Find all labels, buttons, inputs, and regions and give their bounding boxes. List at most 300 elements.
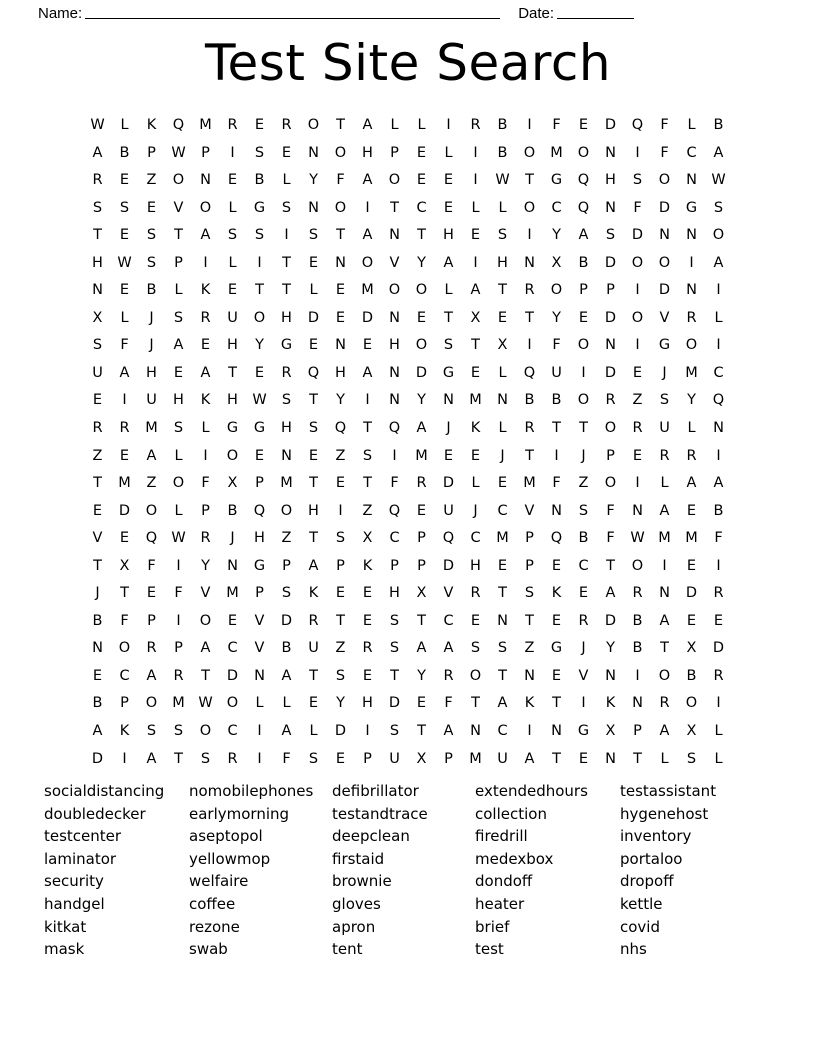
word-list-item[interactable]: dondoff [475,872,533,891]
grid-cell[interactable]: L [309,282,318,299]
grid-cell[interactable]: N [92,282,103,299]
grid-cell[interactable]: E [227,282,238,299]
grid-cell[interactable]: P [606,447,615,464]
grid-cell[interactable]: F [552,475,561,492]
grid-cell[interactable]: I [284,227,289,244]
grid-cell[interactable]: A [524,750,535,767]
grid-cell[interactable]: Q [577,199,590,216]
grid-cell[interactable]: B [281,640,292,657]
grid-cell[interactable]: M [523,475,536,492]
grid-cell[interactable]: O [253,309,266,326]
grid-cell[interactable]: E [470,227,481,244]
grid-cell[interactable]: O [577,337,590,354]
grid-cell[interactable]: E [470,447,481,464]
grid-cell[interactable]: A [173,337,184,354]
grid-cell[interactable]: T [579,420,588,437]
grid-cell[interactable]: D [658,282,671,299]
grid-cell[interactable]: D [415,364,428,381]
grid-cell[interactable]: X [362,530,373,547]
grid-cell[interactable]: L [498,420,507,437]
grid-cell[interactable]: I [230,144,235,161]
grid-cell[interactable]: H [227,392,238,409]
grid-cell[interactable]: G [685,199,698,216]
grid-cell[interactable]: Q [172,117,185,133]
grid-cell[interactable]: W [171,530,186,547]
word-list-item[interactable]: kitkat [44,917,87,936]
grid-cell[interactable]: S [146,254,157,271]
grid-cell[interactable]: A [146,750,157,767]
word-list-item[interactable]: extendedhours [475,782,588,800]
grid-cell[interactable]: N [686,172,697,189]
grid-cell[interactable]: B [578,530,589,547]
grid-cell[interactable]: V [254,640,265,657]
grid-cell[interactable]: L [444,144,453,161]
grid-cell[interactable]: Y [552,309,561,326]
grid-cell[interactable]: B [632,640,643,657]
grid-cell[interactable]: I [365,723,370,740]
grid-cell[interactable]: T [309,392,318,409]
grid-cell[interactable]: O [388,172,401,189]
grid-cell[interactable]: T [417,227,426,244]
grid-cell[interactable]: F [714,530,723,547]
grid-cell[interactable]: N [605,337,616,354]
grid-cell[interactable]: Y [336,695,345,712]
grid-cell[interactable]: P [363,750,372,767]
word-list-item[interactable]: hygenehost [620,804,709,823]
grid-cell[interactable]: T [606,557,615,574]
grid-cell[interactable]: T [390,667,399,684]
grid-cell[interactable]: X [551,254,562,271]
grid-cell[interactable]: T [336,227,345,244]
grid-cell[interactable]: A [200,227,211,244]
grid-cell[interactable]: Z [362,502,373,519]
grid-cell[interactable]: S [146,723,157,740]
grid-cell[interactable]: W [171,144,186,161]
grid-cell[interactable]: V [659,309,670,326]
grid-cell[interactable]: P [525,557,534,574]
grid-cell[interactable]: X [416,750,427,767]
grid-cell[interactable]: N [470,723,481,740]
grid-cell[interactable]: Z [578,475,589,492]
grid-cell[interactable]: I [365,199,370,216]
grid-cell[interactable]: P [525,530,534,547]
grid-cell[interactable]: L [687,420,696,437]
grid-cell[interactable]: E [254,117,265,133]
grid-cell[interactable]: E [119,227,130,244]
grid-cell[interactable]: I [122,750,127,767]
grid-cell[interactable]: E [146,199,157,216]
grid-cell[interactable]: T [417,723,426,740]
grid-cell[interactable]: Z [146,475,157,492]
grid-cell[interactable]: E [470,364,481,381]
grid-cell[interactable]: L [282,172,291,189]
grid-cell[interactable]: N [605,667,616,684]
grid-cell[interactable]: S [389,612,400,629]
grid-cell[interactable]: S [389,640,400,657]
grid-cell[interactable]: N [686,282,697,299]
grid-cell[interactable]: T [309,530,318,547]
grid-cell[interactable]: T [498,667,507,684]
grid-cell[interactable]: N [281,447,292,464]
grid-cell[interactable]: T [336,117,345,133]
grid-cell[interactable]: X [605,723,616,740]
grid-cell[interactable]: H [308,502,319,519]
grid-cell[interactable]: E [551,557,562,574]
grid-cell[interactable]: R [362,640,373,657]
grid-cell[interactable]: H [281,309,292,326]
grid-cell[interactable]: S [659,392,670,409]
grid-cell[interactable]: Z [335,447,346,464]
grid-cell[interactable]: O [658,667,671,684]
grid-cell[interactable]: O [523,144,536,161]
grid-cell[interactable]: R [92,420,103,437]
word-list-item[interactable]: handgel [44,894,105,913]
grid-cell[interactable]: E [497,475,508,492]
date-input-line[interactable] [557,7,634,19]
grid-cell[interactable]: V [524,502,535,519]
word-list-item[interactable]: covid [620,917,660,936]
grid-cell[interactable]: A [308,557,319,574]
grid-cell[interactable]: W [252,392,267,409]
word-list-item[interactable]: firstaid [332,849,385,868]
grid-cell[interactable]: S [254,144,265,161]
grid-cell[interactable]: L [444,282,453,299]
grid-cell[interactable]: T [552,695,561,712]
grid-cell[interactable]: Z [281,530,292,547]
word-list-item[interactable]: deepclean [332,827,410,846]
grid-cell[interactable]: D [118,502,131,519]
grid-cell[interactable]: H [362,144,373,161]
grid-cell[interactable]: I [122,392,127,409]
grid-cell[interactable]: P [255,585,264,602]
grid-cell[interactable]: E [119,530,130,547]
grid-cell[interactable]: V [92,530,103,547]
grid-cell[interactable]: Q [334,420,347,437]
grid-cell[interactable]: N [524,667,535,684]
grid-cell[interactable]: Q [631,117,644,133]
word-list-item[interactable]: coffee [189,894,236,913]
grid-cell[interactable]: J [446,420,451,437]
grid-cell[interactable]: J [95,585,100,602]
grid-cell[interactable]: N [308,144,319,161]
grid-cell[interactable]: T [444,309,453,326]
grid-cell[interactable]: M [172,695,185,712]
grid-cell[interactable]: V [443,585,454,602]
grid-cell[interactable]: E [443,172,454,189]
grid-cell[interactable]: M [280,475,293,492]
grid-cell[interactable]: Q [577,172,590,189]
grid-cell[interactable]: W [711,172,726,189]
grid-cell[interactable]: E [497,557,508,574]
grid-cell[interactable]: I [527,723,532,740]
grid-cell[interactable]: S [92,199,103,216]
grid-cell[interactable]: T [255,282,264,299]
grid-cell[interactable]: R [524,282,535,299]
grid-cell[interactable]: D [631,227,644,244]
grid-cell[interactable]: B [92,612,103,629]
grid-cell[interactable]: Z [632,392,643,409]
grid-cell[interactable]: F [552,337,561,354]
grid-cell[interactable]: R [146,640,157,657]
word-list-item[interactable]: testandtrace [332,804,428,823]
grid-cell[interactable]: A [362,172,373,189]
grid-cell[interactable]: P [336,557,345,574]
grid-cell[interactable]: S [389,723,400,740]
grid-cell[interactable]: A [497,695,508,712]
grid-cell[interactable]: K [146,117,157,133]
grid-cell[interactable]: E [119,447,130,464]
grid-cell[interactable]: T [552,750,561,767]
grid-cell[interactable]: R [92,172,103,189]
grid-cell[interactable]: R [632,420,643,437]
grid-cell[interactable]: A [578,227,589,244]
grid-cell[interactable]: N [713,420,724,437]
grid-cell[interactable]: X [416,585,427,602]
grid-cell[interactable]: T [633,750,642,767]
grid-cell[interactable]: E [308,695,319,712]
grid-cell[interactable]: E [200,337,211,354]
grid-cell[interactable]: E [335,585,346,602]
grid-cell[interactable]: E [551,612,562,629]
grid-cell[interactable]: E [632,364,643,381]
grid-cell[interactable]: H [173,392,184,409]
grid-cell[interactable]: A [92,144,103,161]
grid-cell[interactable]: O [604,420,617,437]
grid-cell[interactable]: O [577,392,590,409]
grid-cell[interactable]: D [685,585,698,602]
grid-cell[interactable]: H [335,364,346,381]
grid-cell[interactable]: D [604,254,617,271]
grid-cell[interactable]: R [173,667,184,684]
grid-cell[interactable]: N [497,392,508,409]
grid-cell[interactable]: P [444,750,453,767]
grid-cell[interactable]: X [470,309,481,326]
grid-cell[interactable]: E [362,612,373,629]
word-list-item[interactable]: brownie [332,872,392,891]
grid-cell[interactable]: T [363,420,372,437]
grid-cell[interactable]: Q [253,502,266,519]
grid-cell[interactable]: Q [523,364,536,381]
grid-cell[interactable]: E [416,172,427,189]
grid-cell[interactable]: U [443,502,454,519]
grid-cell[interactable]: L [471,475,480,492]
grid-cell[interactable]: A [281,667,292,684]
grid-cell[interactable]: N [389,392,400,409]
grid-cell[interactable]: R [200,309,211,326]
grid-cell[interactable]: L [498,364,507,381]
grid-cell[interactable]: B [524,392,535,409]
grid-cell[interactable]: G [253,199,266,216]
grid-cell[interactable]: N [389,309,400,326]
grid-cell[interactable]: K [551,585,562,602]
grid-cell[interactable]: H [605,172,616,189]
grid-cell[interactable]: R [470,585,481,602]
grid-cell[interactable]: D [226,667,239,684]
grid-cell[interactable]: A [200,364,211,381]
grid-cell[interactable]: L [282,695,291,712]
grid-cell[interactable]: L [120,117,129,133]
grid-cell[interactable]: X [686,723,697,740]
grid-cell[interactable]: I [527,227,532,244]
grid-cell[interactable]: A [362,364,373,381]
grid-cell[interactable]: E [92,502,103,519]
grid-cell[interactable]: R [686,447,697,464]
grid-cell[interactable]: I [554,447,559,464]
grid-cell[interactable]: S [362,447,373,464]
grid-cell[interactable]: M [415,447,428,464]
grid-cell[interactable]: L [660,475,669,492]
grid-cell[interactable]: P [417,530,426,547]
grid-cell[interactable]: W [117,254,132,271]
grid-cell[interactable]: A [713,254,724,271]
grid-cell[interactable]: T [282,282,291,299]
grid-cell[interactable]: X [119,557,130,574]
grid-cell[interactable]: Q [388,420,401,437]
grid-cell[interactable]: I [635,475,640,492]
grid-cell[interactable]: T [525,172,534,189]
grid-cell[interactable]: S [335,530,346,547]
grid-cell[interactable]: J [149,309,154,326]
grid-cell[interactable]: F [147,557,156,574]
grid-cell[interactable]: B [146,282,157,299]
grid-cell[interactable]: M [685,364,698,381]
grid-cell[interactable]: I [446,117,451,133]
grid-cell[interactable]: A [146,667,157,684]
grid-cell[interactable]: P [147,612,156,629]
grid-cell[interactable]: T [93,475,102,492]
grid-cell[interactable]: O [631,254,644,271]
grid-cell[interactable]: P [579,282,588,299]
grid-cell[interactable]: I [473,172,478,189]
grid-cell[interactable]: M [361,282,374,299]
name-input-line[interactable] [85,7,500,19]
grid-cell[interactable]: E [254,447,265,464]
grid-cell[interactable]: I [635,282,640,299]
grid-cell[interactable]: S [443,337,454,354]
grid-cell[interactable]: J [230,530,235,547]
grid-cell[interactable]: E [632,447,643,464]
grid-cell[interactable]: G [253,557,266,574]
grid-cell[interactable]: K [362,557,373,574]
grid-cell[interactable]: S [308,227,319,244]
grid-cell[interactable]: S [281,392,292,409]
grid-cell[interactable]: Y [417,392,426,409]
grid-cell[interactable]: I [257,723,262,740]
grid-cell[interactable]: F [606,502,615,519]
grid-cell[interactable]: A [713,144,724,161]
grid-cell[interactable]: H [146,364,157,381]
grid-cell[interactable]: O [361,254,374,271]
grid-cell[interactable]: B [713,502,724,519]
grid-cell[interactable]: S [713,199,724,216]
word-list-item[interactable]: rezone [189,917,240,936]
grid-cell[interactable]: L [417,117,426,133]
grid-cell[interactable]: O [226,695,239,712]
grid-cell[interactable]: E [281,144,292,161]
grid-cell[interactable]: Y [417,254,426,271]
grid-cell[interactable]: E [713,612,724,629]
grid-cell[interactable]: Z [92,447,103,464]
grid-cell[interactable]: N [335,254,346,271]
grid-cell[interactable]: C [227,723,238,740]
grid-cell[interactable]: O [145,695,158,712]
grid-cell[interactable]: P [390,557,399,574]
grid-cell[interactable]: U [551,364,562,381]
grid-cell[interactable]: F [633,199,642,216]
grid-cell[interactable]: R [281,364,292,381]
grid-cell[interactable]: X [497,337,508,354]
grid-cell[interactable]: B [497,117,508,133]
word-list-item[interactable]: testcenter [44,827,122,846]
grid-cell[interactable]: O [550,282,563,299]
grid-cell[interactable]: P [201,502,210,519]
grid-cell[interactable]: Y [417,667,426,684]
grid-cell[interactable]: T [174,750,183,767]
grid-cell[interactable]: A [119,364,130,381]
grid-cell[interactable]: H [362,695,373,712]
grid-cell[interactable]: L [174,502,183,519]
grid-cell[interactable]: E [686,612,697,629]
grid-cell[interactable]: J [473,502,478,519]
grid-cell[interactable]: D [307,309,320,326]
grid-cell[interactable]: I [203,254,208,271]
word-list-item[interactable]: earlymorning [189,804,290,823]
grid-cell[interactable]: O [658,254,671,271]
grid-cell[interactable]: O [469,667,482,684]
word-list-item[interactable]: nomobilephones [189,782,314,800]
grid-cell[interactable]: D [658,199,671,216]
grid-cell[interactable]: E [362,585,373,602]
grid-cell[interactable]: A [281,723,292,740]
grid-cell[interactable]: A [443,723,454,740]
grid-cell[interactable]: R [308,612,319,629]
grid-cell[interactable]: A [713,475,724,492]
grid-cell[interactable]: N [389,227,400,244]
grid-cell[interactable]: C [416,199,427,216]
grid-cell[interactable]: E [362,337,373,354]
grid-cell[interactable]: C [389,530,400,547]
grid-cell[interactable]: D [604,364,617,381]
grid-cell[interactable]: E [308,337,319,354]
grid-cell[interactable]: E [578,750,589,767]
grid-cell[interactable]: M [199,117,212,133]
grid-cell[interactable]: E [92,392,103,409]
grid-cell[interactable]: I [176,612,181,629]
grid-cell[interactable]: R [200,530,211,547]
grid-cell[interactable]: F [552,117,561,133]
grid-cell[interactable]: T [282,254,291,271]
grid-cell[interactable]: T [525,612,534,629]
grid-cell[interactable]: H [470,557,481,574]
grid-cell[interactable]: N [497,612,508,629]
grid-cell[interactable]: T [471,337,480,354]
grid-cell[interactable]: D [712,640,725,657]
grid-cell[interactable]: O [145,502,158,519]
grid-cell[interactable]: R [713,667,724,684]
grid-cell[interactable]: O [199,612,212,629]
word-list-item[interactable]: tent [332,940,363,959]
grid-cell[interactable]: P [282,557,291,574]
grid-cell[interactable]: E [308,254,319,271]
grid-cell[interactable]: S [497,640,508,657]
grid-cell[interactable]: R [524,420,535,437]
grid-cell[interactable]: R [119,420,130,437]
grid-cell[interactable]: A [362,227,373,244]
grid-cell[interactable]: W [198,695,213,712]
grid-cell[interactable]: M [469,392,482,409]
grid-cell[interactable]: I [716,695,721,712]
grid-cell[interactable]: T [525,309,534,326]
